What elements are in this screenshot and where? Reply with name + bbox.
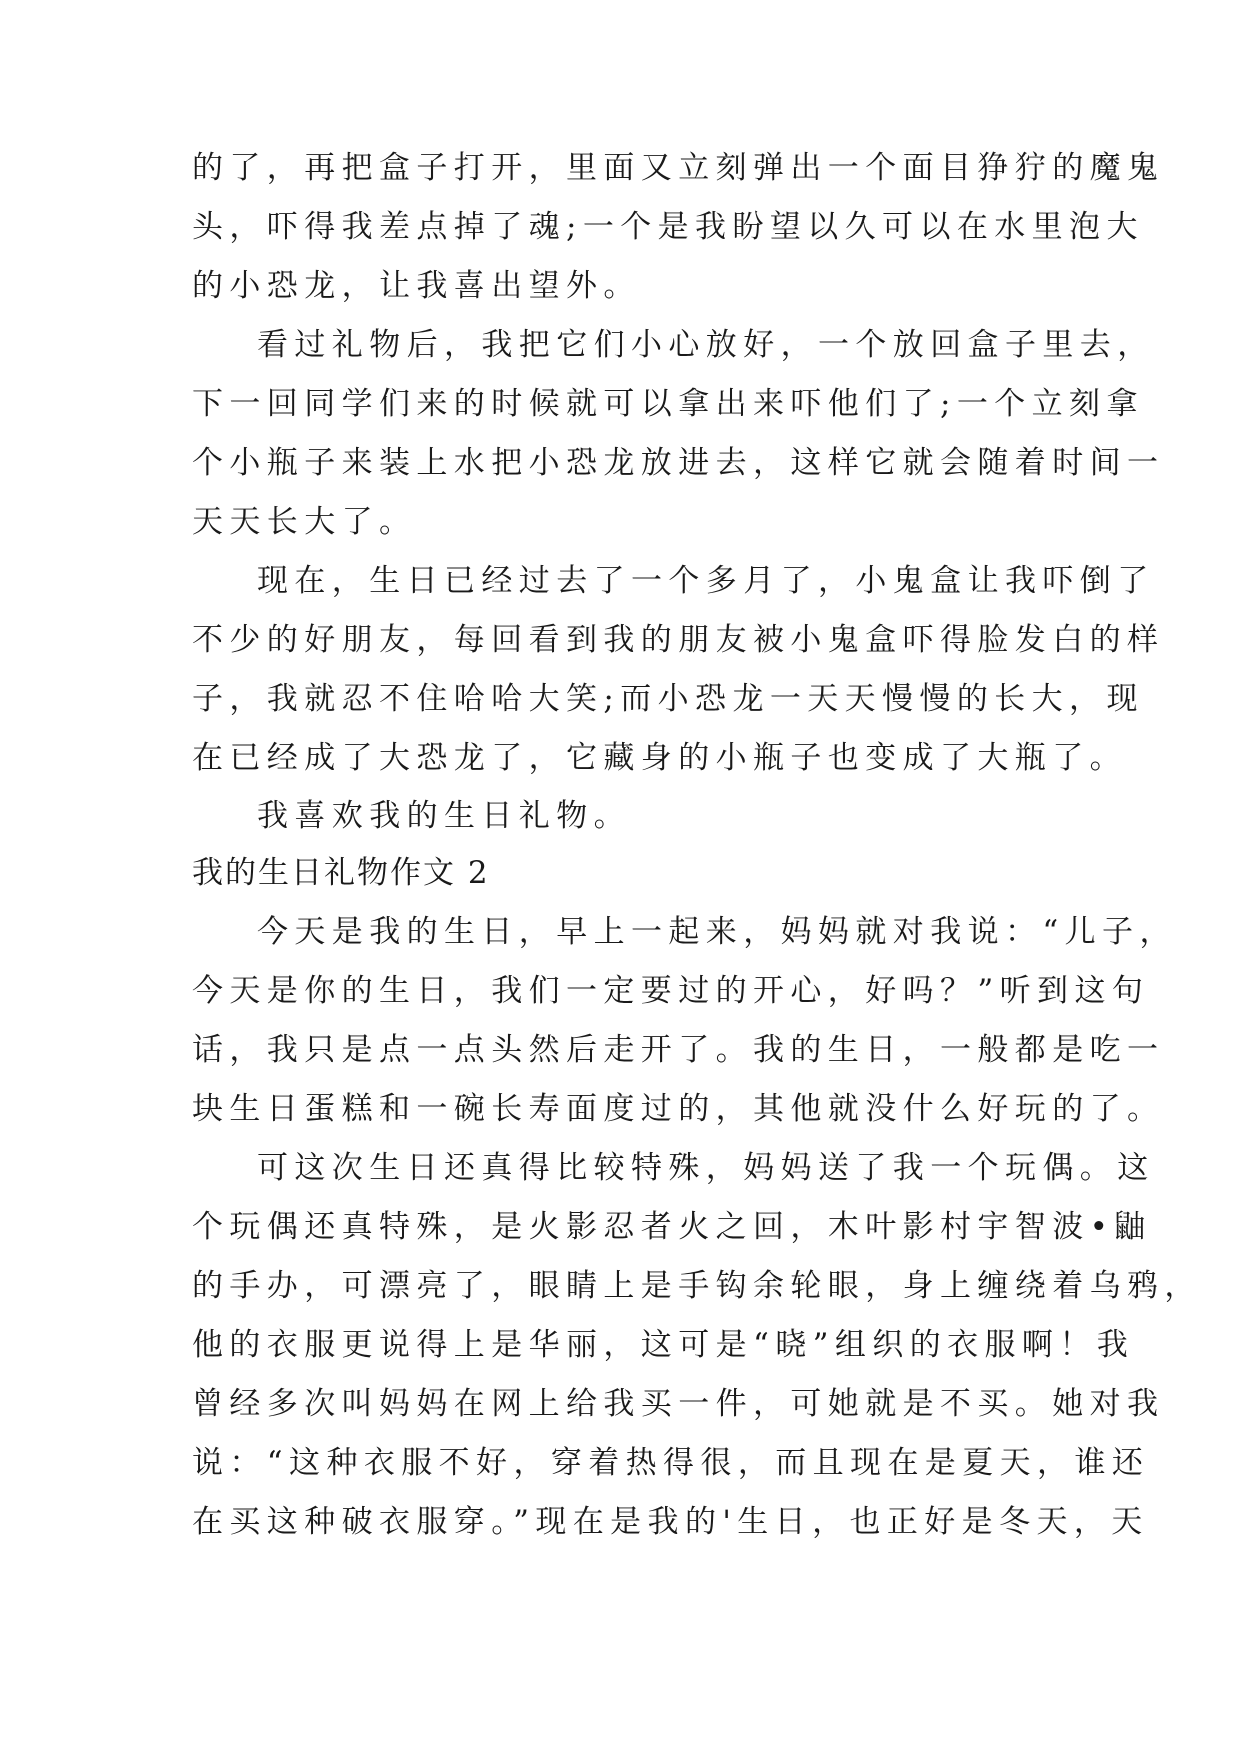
paragraph-first-line: 现在，生日已经过去了一个多月了，小鬼盒让我吓倒了 xyxy=(257,563,1155,599)
body-text-line: 个小瓶子来装上水把小恐龙放进去，这样它就会随着时间一 xyxy=(192,445,1165,481)
body-text-line: 下一回同学们来的时候就可以拿出来吓他们了;一个立刻拿 xyxy=(192,386,1144,422)
body-text-line: 子，我就忍不住哈哈大笑;而小恐龙一天天慢慢的长大，现 xyxy=(192,681,1144,717)
body-text-line: 头，吓得我差点掉了魂;一个是我盼望以久可以在水里泡大 xyxy=(192,209,1144,245)
body-text-line: 个玩偶还真特殊，是火影忍者火之回，木叶影村宇智波•鼬 xyxy=(192,1209,1152,1245)
paragraph-first-line: 今天是我的生日，早上一起来，妈妈就对我说：“儿子， xyxy=(257,914,1177,950)
section-heading: 我的生日礼物作文 2 xyxy=(192,855,490,891)
body-text-line: 曾经多次叫妈妈在网上给我买一件，可她就是不买。她对我 xyxy=(192,1386,1165,1422)
paragraph-first-line: 我喜欢我的生日礼物。 xyxy=(257,798,631,834)
body-text-line: 他的衣服更说得上是华丽，这可是“晓”组织的衣服啊！我 xyxy=(192,1327,1135,1363)
body-text-line: 话，我只是点一点头然后走开了。我的生日，一般都是吃一 xyxy=(192,1032,1165,1068)
body-text-line: 的了，再把盒子打开，里面又立刻弹出一个面目狰狞的魔鬼 xyxy=(192,150,1165,186)
body-text-line: 的手办，可漂亮了，眼睛上是手钩余轮眼，身上缠绕着乌鸦， xyxy=(192,1268,1202,1304)
body-text-line: 不少的好朋友，每回看到我的朋友被小鬼盒吓得脸发白的样 xyxy=(192,622,1165,658)
body-text-line: 在已经成了大恐龙了，它藏身的小瓶子也变成了大瓶了。 xyxy=(192,740,1127,776)
body-text-line: 今天是你的生日，我们一定要过的开心，好吗？”听到这句 xyxy=(192,973,1150,1009)
body-text-line: 块生日蛋糕和一碗长寿面度过的，其他就没什么好玩的了。 xyxy=(192,1091,1165,1127)
body-text-line: 说：“这种衣服不好，穿着热得很，而且现在是夏天，谁还 xyxy=(192,1445,1150,1481)
paragraph-first-line: 看过礼物后，我把它们小心放好，一个放回盒子里去， xyxy=(257,327,1155,363)
body-text-line: 的小恐龙，让我喜出望外。 xyxy=(192,268,641,304)
body-text-line: 天天长大了。 xyxy=(192,504,417,540)
body-text-line: 在买这种破衣服穿。”现在是我的'生日，也正好是冬天，天 xyxy=(192,1504,1149,1540)
paragraph-first-line: 可这次生日还真得比较特殊，妈妈送了我一个玩偶。这 xyxy=(257,1150,1155,1186)
